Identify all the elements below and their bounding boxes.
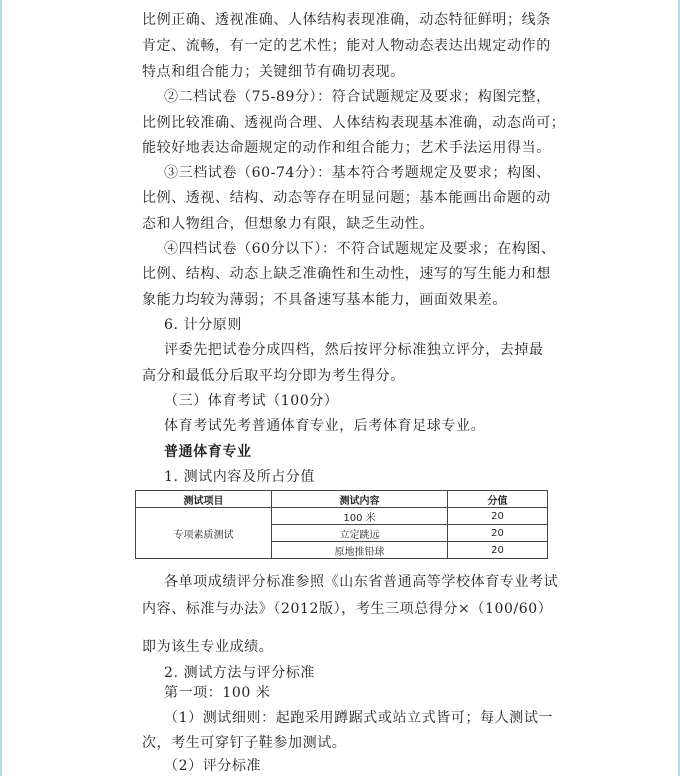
section-heading: 6. 计分原则 (164, 317, 243, 333)
section-heading: （三）体育考试（100分） (164, 393, 339, 409)
body-line: 能较好地表达命题规定的动作和组合能力；艺术手法运用得当。 (142, 140, 551, 156)
body-line: 比例、透视、结构、动态等存在明显问题；基本能画出命题的动 (142, 190, 551, 206)
body-line: 特点和组合能力；关键细节有确切表现。 (142, 64, 405, 80)
subsection-heading: 第一项：100 米 (164, 685, 271, 701)
table-cell: 20 (448, 508, 548, 525)
body-line: 各单项成绩评分标准参照《山东省普通高等学校体育专业考试 (164, 574, 559, 590)
body-line: （2）评分标准 (164, 758, 262, 774)
body-line: 肯定、流畅，有一定的艺术性；能对人物动态表达出规定动作的 (142, 38, 551, 54)
body-line: 即为该生专业成绩。 (142, 639, 274, 655)
table-cell: 立定跳远 (272, 525, 448, 542)
body-line: ④四档试卷（60分以下）：不符合试题规定及要求；在构图、 (164, 241, 556, 257)
body-line: 评委先把试卷分成四档，然后按评分标准独立评分，去掉最 (164, 342, 544, 358)
body-line: 比例、结构、动态上缺乏准确性和生动性，速写的写生能力和想 (142, 266, 551, 282)
body-line: 象能力均较为薄弱；不具备速写基本能力，画面效果差。 (142, 292, 507, 308)
table-cell: 20 (448, 542, 548, 559)
table-header-cell: 分值 (448, 491, 548, 508)
table-header-row (136, 491, 548, 508)
body-line: ③三档试卷（60-74分）：基本符合考题规定及要求；构图、 (164, 165, 551, 181)
body-line: 内容、标准与办法》（2012版），考生三项总得分×（100/60） (142, 601, 553, 617)
table-category-cell: 专项素质测试 (136, 508, 272, 559)
table-header-cell: 测试项目 (136, 491, 272, 508)
body-line: 比例比较准确、透视尚合理、人体结构表现基本准确，动态尚可； (142, 115, 566, 131)
body-line: 体育考试先考普通体育专业，后考体育足球专业。 (164, 418, 486, 434)
section-heading: 2. 测试方法与评分标准 (164, 665, 316, 681)
subsection-heading: 普通体育专业 (164, 444, 252, 460)
table-cell: 20 (448, 525, 548, 542)
section-heading: 1. 测试内容及所占分值 (164, 469, 316, 485)
table-row (136, 508, 548, 525)
body-line: 次，考生可穿钉子鞋参加测试。 (142, 735, 347, 751)
table-cell: 100 米 (272, 508, 448, 525)
score-table (135, 490, 548, 559)
body-line: 比例正确、透视准确、人体结构表现准确，动态特征鲜明；线条 (142, 12, 551, 28)
body-line: （1）测试细则：起跑采用蹲踞式或站立式皆可；每人测试一 (164, 710, 554, 726)
body-line: 态和人物组合，但想象力有限，缺乏生动性。 (142, 216, 434, 232)
body-line: 高分和最低分后取平均分即为考生得分。 (142, 368, 405, 384)
table-header-cell: 测试内容 (272, 491, 448, 508)
body-line: ②二档试卷（75-89分）：符合试题规定及要求；构图完整， (164, 89, 551, 105)
table-cell: 原地推铅球 (272, 542, 448, 559)
